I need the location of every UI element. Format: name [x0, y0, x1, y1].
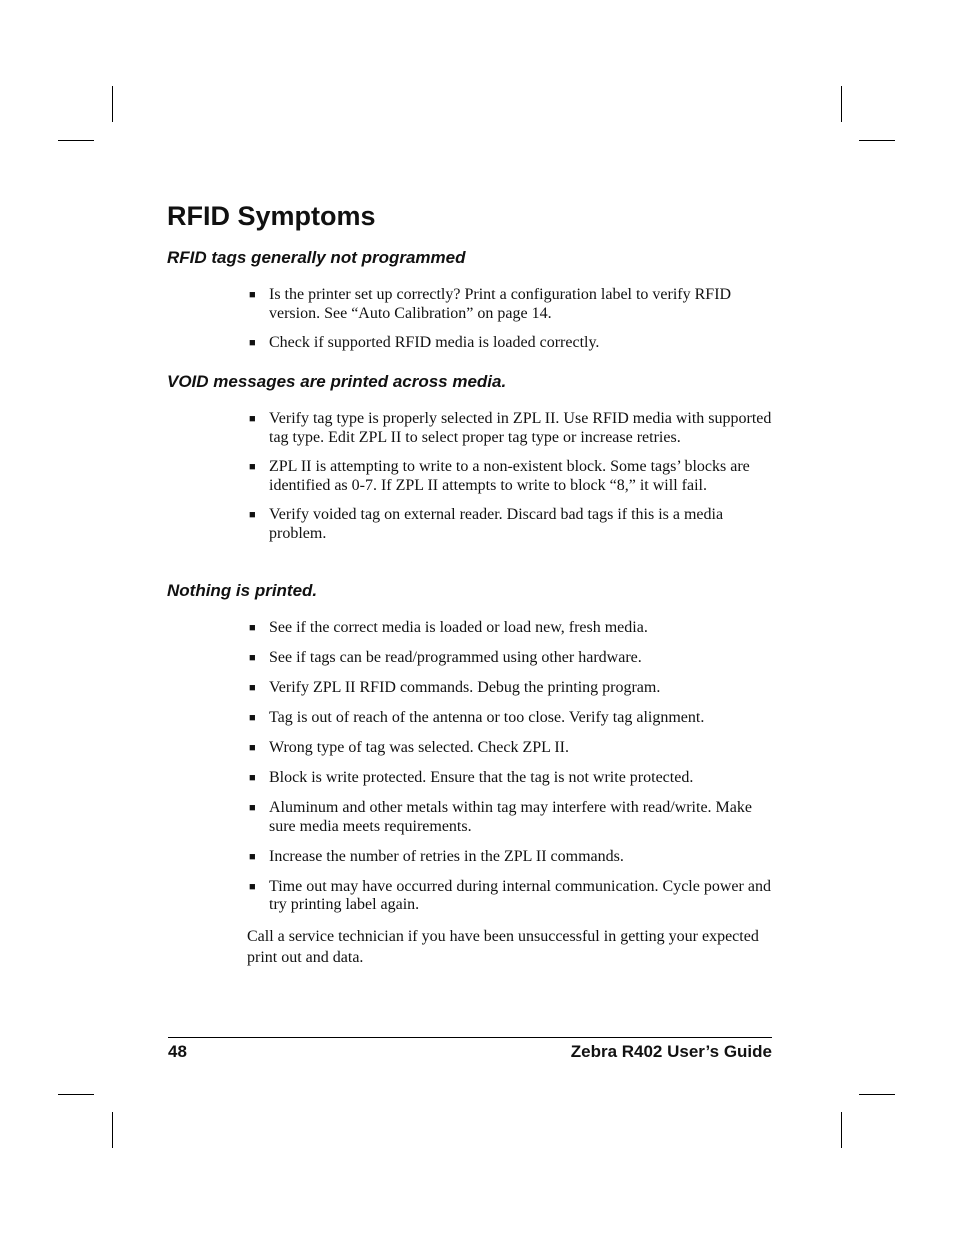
list-item — [247, 769, 777, 788]
closing-paragraph: Call a service technician if you have been unsuccessful in getting your expected print out and data. — [247, 928, 759, 966]
section-heading-nothing-printed: Nothing is printed. — [167, 581, 318, 600]
list-item-text: Increase the number of retries in the ZPL II commands. — [269, 847, 624, 865]
bullet-list-nothing-printed — [247, 619, 777, 915]
bullet-icon: ■ — [249, 509, 256, 521]
bullet-icon: ■ — [249, 772, 256, 784]
list-item-text: ZPL II is attempting to write to a non-existent block. Some tags’ blocks are identified as 0-7. If ZPL II attempts to write to block “8,” it will fail. — [269, 458, 750, 494]
list-item-text: Check if supported RFID media is loaded correctly. — [269, 334, 600, 351]
page-number: 48 — [168, 1042, 187, 1061]
guide-title: Zebra R402 User’s Guide — [570, 1042, 772, 1061]
list-item-text: See if tags can be read/programmed using other hardware. — [269, 649, 642, 666]
bullet-list-void-messages — [247, 410, 777, 543]
list-item — [247, 878, 777, 915]
list-item-text: Wrong type of tag was selected. Check ZPL II. — [269, 739, 569, 756]
crop-mark-bottom-left-vertical — [112, 1112, 113, 1148]
list-item — [247, 506, 777, 543]
footer-divider — [168, 1037, 772, 1038]
crop-mark-bottom-right-horizontal — [859, 1094, 895, 1095]
crop-mark-top-right-vertical — [841, 86, 842, 122]
list-item-text: Verify ZPL II RFID commands. Debug the printing program. — [269, 679, 661, 696]
list-item — [247, 458, 777, 495]
list-item — [247, 739, 777, 758]
bullet-icon: ■ — [249, 802, 256, 814]
list-item — [247, 410, 777, 447]
bullet-icon: ■ — [249, 850, 256, 863]
bullet-list-rfid-not-programmed — [247, 286, 777, 353]
list-item — [247, 286, 777, 323]
list-item-text: Aluminum and other metals within tag may interfere with read/write. Make sure media meets requirements. — [269, 799, 752, 835]
bullet-icon: ■ — [249, 337, 256, 349]
crop-mark-top-right-horizontal — [859, 140, 895, 141]
crop-mark-bottom-left-horizontal — [58, 1094, 94, 1095]
bullet-icon: ■ — [249, 289, 256, 301]
list-item — [247, 679, 777, 698]
list-item-text: Time out may have occurred during internal communication. Cycle power and try printing label again. — [269, 877, 771, 913]
bullet-icon: ■ — [249, 652, 256, 664]
section-heading-void-messages: VOID messages are printed across media. — [167, 372, 507, 391]
bullet-icon: ■ — [249, 682, 256, 694]
list-item-text: Block is write protected. Ensure that the tag is not write protected. — [269, 769, 694, 786]
list-item-text: Is the printer set up correctly? Print a configuration label to verify RFID version. See “Auto Calibration” on page 14. — [269, 286, 732, 322]
crop-mark-bottom-right-vertical — [841, 1112, 842, 1148]
list-item-text: Verify tag type is properly selected in ZPL II. Use RFID media with supported tag type. Edit ZPL II to select proper tag type or increase retries. — [269, 410, 772, 446]
list-item — [247, 799, 777, 836]
bullet-icon: ■ — [249, 880, 256, 893]
list-item — [247, 334, 777, 353]
bullet-icon: ■ — [249, 413, 256, 425]
bullet-icon: ■ — [249, 742, 256, 754]
bullet-icon: ■ — [249, 712, 256, 724]
bullet-icon: ■ — [249, 461, 256, 473]
bullet-icon: ■ — [249, 622, 256, 634]
section-heading-rfid-not-programmed: RFID tags generally not programmed — [167, 248, 466, 267]
crop-mark-top-left-vertical — [112, 86, 113, 122]
list-item-text: See if the correct media is loaded or load new, fresh media. — [269, 619, 648, 636]
list-item — [247, 619, 777, 638]
page-title: RFID Symptoms — [167, 201, 376, 231]
list-item — [247, 709, 777, 728]
list-item — [247, 649, 777, 668]
list-item — [247, 848, 777, 867]
crop-mark-top-left-horizontal — [58, 140, 94, 141]
list-item-text: Tag is out of reach of the antenna or too close. Verify tag alignment. — [269, 709, 705, 726]
list-item-text: Verify voided tag on external reader. Discard bad tags if this is a media problem. — [269, 506, 724, 542]
